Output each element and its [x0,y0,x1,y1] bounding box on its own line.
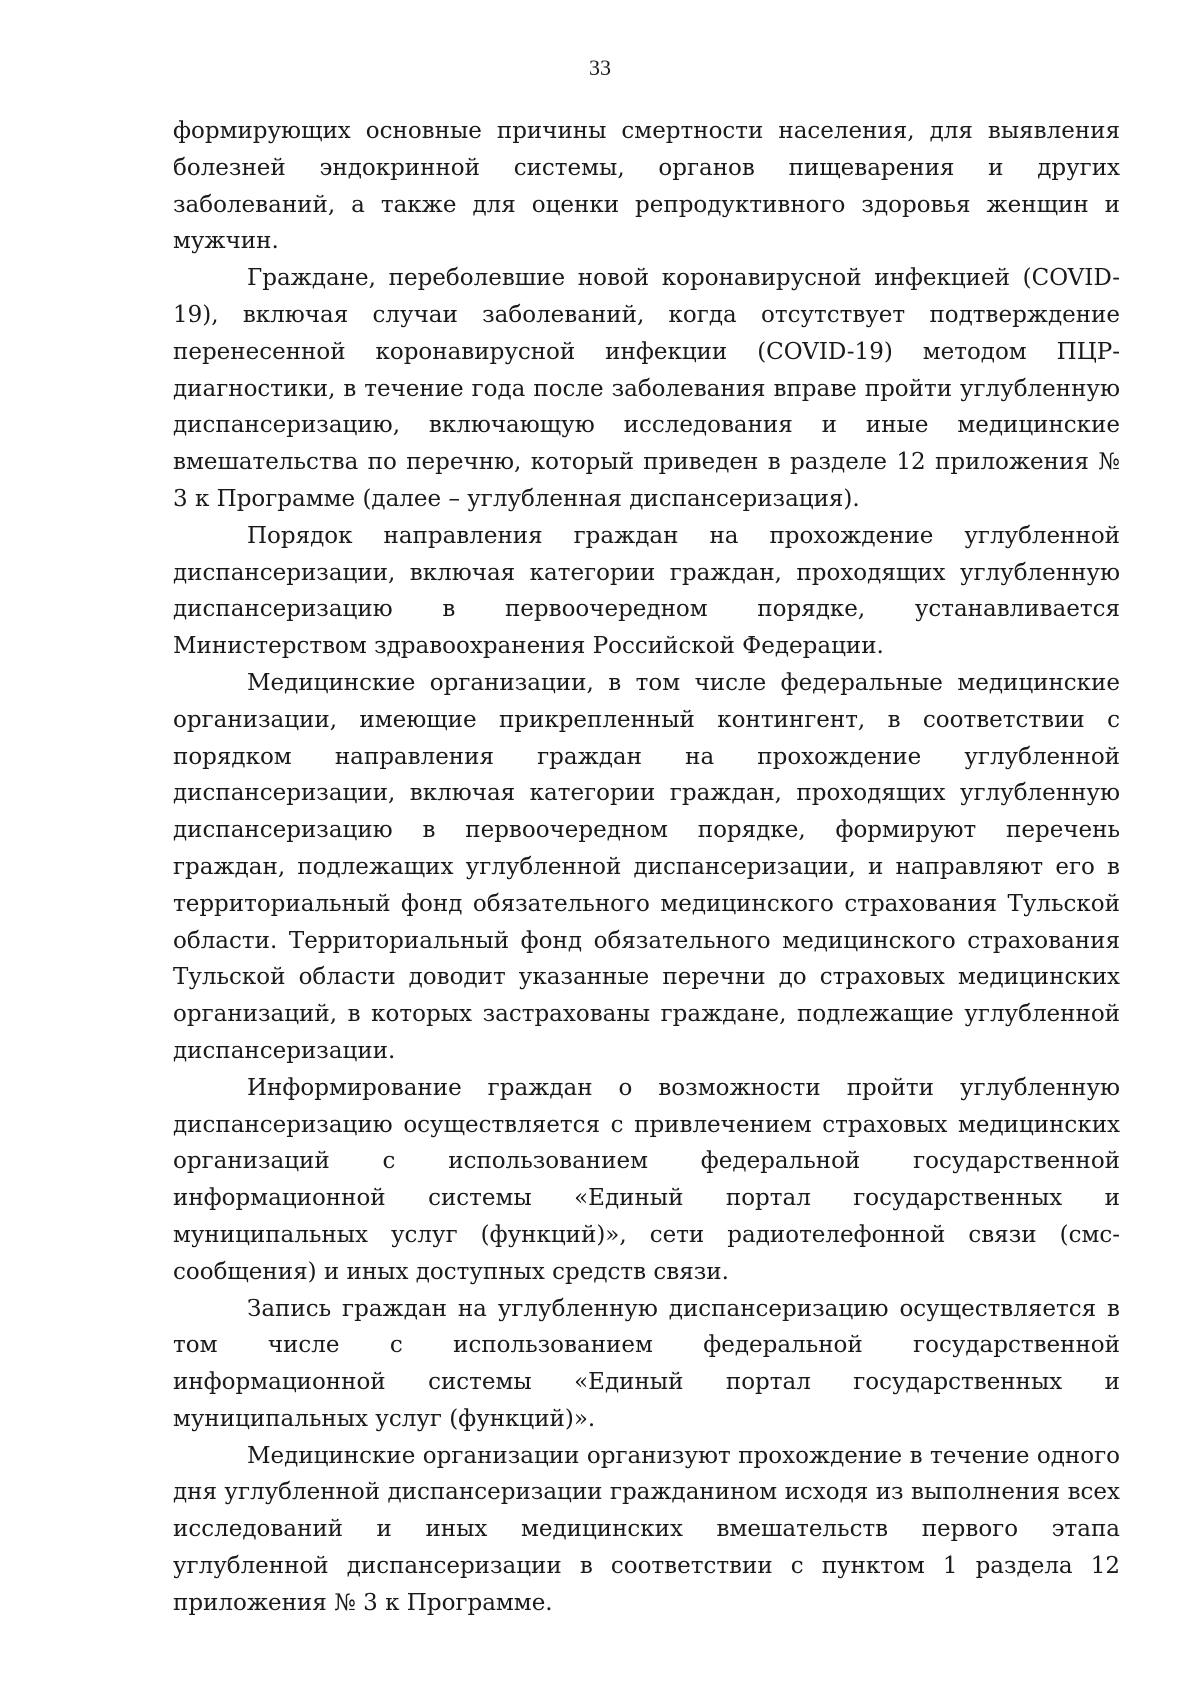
paragraph-covid-eligibility: Граждане, переболевшие новой коронавирусной инфекцией (COVID-19), включая случаи заболеваний, когда отсутствует подтверждение перенесенной коронавирусной инфекции (COVID-19) методом ПЦР-диагностики, в течение года после заболевания вправе пройти углубленную диспансеризацию, включающую исследования и иные медицинские вмешательства по перечню, который приведен в разделе 12 приложения № 3 к Программе (далее – углубленная диспансеризация). [173,265,1120,512]
page-number: 33 [589,55,611,80]
document-body [173,113,1120,1622]
paragraph-referral-procedure: Порядок направления граждан на прохождение углубленной диспансеризации, включая категории граждан, проходящих углубленную диспансеризацию в первоочередном порядке, устанавливается Министерством здравоохранения Российской Федерации. [173,522,1120,660]
paragraph-registration: Запись граждан на углубленную диспансеризацию осуществляется в том числе с использованием федеральной государственной информационной системы «Единый портал государственных и муниципальных услуг (функций)». [173,1295,1120,1432]
paragraph-medical-organizations: Медицинские организации, в том числе федеральные медицинские организации, имеющие прикрепленный контингент, в соответствии с порядком направления граждан на прохождение углубленной диспансеризации, включая категории граждан, проходящих углубленную диспансеризацию в первоочередном порядке, формируют перечень граждан, подлежащих углубленной диспансеризации, и направляют его в территориальный фонд обязательного медицинского страхования Тульской области. Территориальный фонд обязательного медицинского страхования Тульской области доводит указанные перечни до страховых медицинских организаций, в которых застрахованы граждане, подлежащие углубленной диспансеризации. [173,669,1120,1064]
paragraph-one-day-completion: Медицинские организации организуют прохождение в течение одного дня углубленной диспансеризации гражданином исходя из выполнения всех исследований и иных медицинских вмешательств первого этапа углубленной диспансеризации в соответствии с пунктом 1 раздела 12 приложения № 3 к Программе. [173,1442,1120,1616]
paragraph-continuation: формирующих основные причины смертности населения, для выявления болезней эндокринной системы, органов пищеварения и других заболеваний, а также для оценки репродуктивного здоровья женщин и мужчин. [173,118,1120,255]
paragraph-informing-citizens: Информирование граждан о возможности пройти углубленную диспансеризацию осуществляется с привлечением страховых медицинских организаций с использованием федеральной государственной информационной системы «Единый портал государственных и муниципальных услуг (функций)», сети радиотелефонной связи (смс-сообщения) и иных доступных средств связи. [173,1074,1120,1285]
